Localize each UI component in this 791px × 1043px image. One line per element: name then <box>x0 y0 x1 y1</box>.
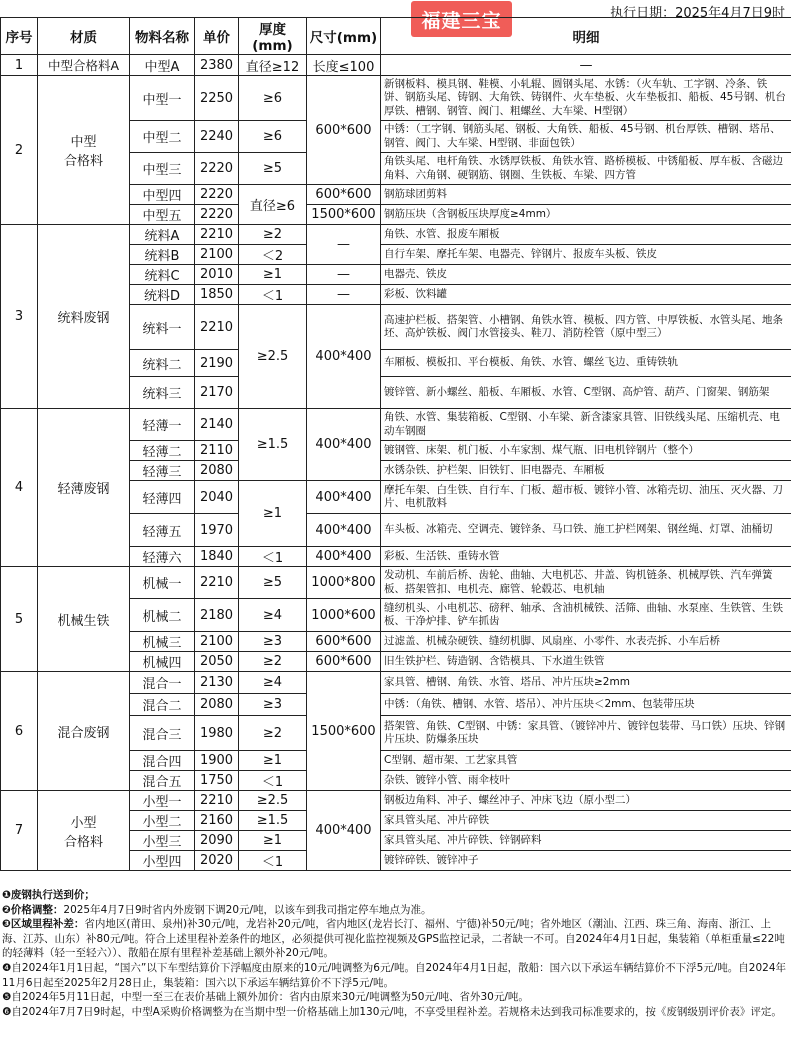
thickness-cell: ≥1 <box>239 265 307 285</box>
col-header-detail: 明细 <box>381 18 791 55</box>
note-2 <box>2 903 788 918</box>
name-cell: 机械一 <box>130 567 195 599</box>
detail-cell: 过滤盖、机械杂硬铁、缝纫机脚、风扇座、小零件、水表壳拆、小车后桥 <box>381 632 791 652</box>
name-cell: 统料D <box>130 285 195 305</box>
detail-cell: 中锈：（角铁、槽钢、水管、塔吊）、冲片压块＜2mm、包装带压块 <box>381 694 791 716</box>
price-cell: 2380 <box>195 55 239 76</box>
size-cell: 600*600 <box>307 652 381 672</box>
price-cell: 2210 <box>195 791 239 811</box>
price-cell: 1750 <box>195 771 239 791</box>
col-header-thickness: 厚度(mm) <box>239 18 307 55</box>
price-cell: 1850 <box>195 285 239 305</box>
size-cell: — <box>307 265 381 285</box>
name-cell: 轻薄五 <box>130 514 195 547</box>
price-cell: 2220 <box>195 185 239 205</box>
detail-cell: 家具管、槽钢、角铁、水管、塔吊、冲片压块≥2mm <box>381 672 791 694</box>
name-cell: 混合五 <box>130 771 195 791</box>
detail-cell: 角铁、水管、报废车厢板 <box>381 225 791 245</box>
seq-cell: 3 <box>1 225 38 409</box>
name-cell: 机械四 <box>130 652 195 672</box>
price-cell: 2210 <box>195 567 239 599</box>
thickness-cell: ＜1 <box>239 851 307 871</box>
price-cell: 1900 <box>195 751 239 771</box>
seq-cell: 4 <box>1 409 38 567</box>
detail-cell: 钢筋球团剪料 <box>381 185 791 205</box>
thickness-cell: ≥1 <box>239 481 307 547</box>
thickness-cell: ＜1 <box>239 547 307 567</box>
note-1-label: ❶废钢执行送到价； <box>2 889 95 901</box>
detail-cell: 搭架管、角铁、C型钢、中锈：家具管、（镀锌冲片、镀锌包装带、马口铁）压块、锌钢片压块、防爆条压块 <box>381 716 791 751</box>
size-cell: 1500*600 <box>307 672 381 791</box>
thickness-cell: ＜2 <box>239 245 307 265</box>
price-cell: 2250 <box>195 76 239 121</box>
size-cell: 1000*600 <box>307 599 381 632</box>
price-cell: 2040 <box>195 481 239 514</box>
name-cell: 轻薄二 <box>130 441 195 461</box>
price-cell: 2190 <box>195 350 239 377</box>
name-cell: 中型五 <box>130 205 195 225</box>
thickness-cell: ≥2 <box>239 652 307 672</box>
price-cell: 2080 <box>195 694 239 716</box>
seq-cell: 7 <box>1 791 38 871</box>
exec-date: 执行日期：2025年4月7日9时 <box>610 6 785 21</box>
thickness-cell: ≥2 <box>239 225 307 245</box>
material-cell: 机械生铁 <box>38 567 130 672</box>
name-cell: 统料一 <box>130 305 195 350</box>
note-1 <box>2 888 788 903</box>
price-cell: 2090 <box>195 831 239 851</box>
detail-cell: — <box>381 55 791 76</box>
notes-section <box>2 888 788 1019</box>
price-cell: 1980 <box>195 716 239 751</box>
table-row <box>1 409 791 441</box>
detail-cell: 钢板边角料、冲子、螺丝冲子、冲床飞边（原小型二） <box>381 791 791 811</box>
table-row <box>1 55 791 76</box>
name-cell: 机械二 <box>130 599 195 632</box>
seq-cell: 5 <box>1 567 38 672</box>
price-cell: 2240 <box>195 121 239 153</box>
name-cell: 轻薄一 <box>130 409 195 441</box>
detail-cell: 发动机、车前后桥、齿轮、曲轴、大电机芯、井盖、钩机链条、机械厚铁、汽车弹簧板、搭架管扣、电机壳、廊管、轮毂芯、电机轴 <box>381 567 791 599</box>
detail-cell: 自行车架、摩托车架、电器壳、锌钢片、报废车头板、铁皮 <box>381 245 791 265</box>
thickness-cell: ≥1.5 <box>239 811 307 831</box>
note-3-text: 省内地区(莆田、泉州)补30元/吨，龙岩补20元/吨，省内地区(龙岩长汀、福州、宁德)补50元/吨；省外地区（潮汕、江西、珠三角、海南、浙江、上海、江苏、山东）补80元/吨。符合上述里程补差条件的地区，必须提供可视化监控视频及GPS监控记录，二者缺一不可。自2024年4月1日起，集装箱（单柜重量≤22吨的轻薄料（轻一至轻六））、散船在原有里程补差基础上额外补20元/吨。 <box>2 918 785 960</box>
table-row <box>1 76 791 121</box>
price-cell: 2100 <box>195 245 239 265</box>
price-cell: 2110 <box>195 441 239 461</box>
name-cell: 中型一 <box>130 76 195 121</box>
note-6: ❻自2024年7月7日9时起，中型A采购价格调整为在当期中型一价格基础上加130元/吨，不享受里程补差。若规格未达到我司标准要求的，按《废钢级别评价表》评定。 <box>2 1005 782 1018</box>
detail-cell: 电器壳、铁皮 <box>381 265 791 285</box>
detail-cell: 彩板、生活铁、重铸水管 <box>381 547 791 567</box>
name-cell: 机械三 <box>130 632 195 652</box>
size-cell: 400*400 <box>307 481 381 514</box>
detail-cell: 角铁、水管、集装箱板、C型钢、小车梁、新含漆家具管、旧铁线头尾、压缩机壳、电动车钢圈 <box>381 409 791 441</box>
name-cell: 小型二 <box>130 811 195 831</box>
size-cell: 600*600 <box>307 632 381 652</box>
detail-cell: 镀锌管、新小螺丝、船板、车厢板、水管、C型钢、高炉管、葫芦、门窗架、钢筋架 <box>381 377 791 409</box>
price-cell: 2140 <box>195 409 239 441</box>
note-4: ❹自2024年1月1日起，“国六”以下车型结算价下浮幅度由原来的10元/吨调整为6元/吨。自2024年4月1日起，散船：国六以下承运车辆结算价不下浮5元/吨。自2024年11月6日起至2025年2月28日止，集装箱：国六以下承运车辆结算价不下浮5元/吨。 <box>2 961 787 989</box>
price-cell: 2220 <box>195 153 239 185</box>
material-cell: 中型 合格料 <box>38 76 130 225</box>
thickness-cell: ≥4 <box>239 599 307 632</box>
price-table <box>0 17 791 871</box>
note-2-label: ❷价格调整： <box>2 903 64 916</box>
price-cell: 2080 <box>195 461 239 481</box>
price-cell: 2210 <box>195 305 239 350</box>
thickness-cell: ≥1 <box>239 831 307 851</box>
material-cell: 混合废钢 <box>38 672 130 791</box>
detail-cell: 车厢板、模板扣、平台模板、角铁、水管、螺丝飞边、重铸铁轨 <box>381 350 791 377</box>
thickness-cell: ≥6 <box>239 121 307 153</box>
detail-cell: 摩托车架、白生铁、自行车、门板、超市板、镀锌小管、冰箱壳切、油压、灭火器、刀片、电机散料 <box>381 481 791 514</box>
table-row <box>1 567 791 599</box>
size-cell: 400*400 <box>307 547 381 567</box>
col-header-price: 单价 <box>195 18 239 55</box>
note-2-text: 2025年4月7日9时省内外废钢下调20元/吨，以该车到我司指定停车地点为准。 <box>63 903 432 916</box>
size-cell: 400*400 <box>307 409 381 481</box>
thickness-cell: ≥2 <box>239 716 307 751</box>
table-row <box>1 672 791 694</box>
detail-cell: C型钢、超市架、工艺家具管 <box>381 751 791 771</box>
size-cell: 1000*800 <box>307 567 381 599</box>
note-3 <box>2 917 788 961</box>
price-cell: 1970 <box>195 514 239 547</box>
size-cell: 400*400 <box>307 514 381 547</box>
detail-cell: 缝纫机头、小电机芯、磅秤、轴承、含油机械铁、活筛、曲轴、水泵座、生铁管、生铁板、干净炉排、铲车抓齿 <box>381 599 791 632</box>
name-cell: 小型四 <box>130 851 195 871</box>
detail-cell: 新钢板料、模具钢、鞋模、小轧辊、圆钢头尾、水锈：（火车轨、工字钢、冷条、铁饼、钢筋头尾、铸钢、大角铁、铸钢件、火车垫板、火车垫板扣、船板、45号钢、机台厚铁、槽钢、钢管、阀门、粗螺丝、大车梁、H型钢） <box>381 76 791 121</box>
seq-cell: 6 <box>1 672 38 791</box>
detail-cell: 旧生铁护栏、铸造钢、含锆模具、下水道生铁管 <box>381 652 791 672</box>
name-cell: 统料二 <box>130 350 195 377</box>
size-cell: 1500*600 <box>307 205 381 225</box>
header-row <box>1 18 791 55</box>
name-cell: 轻薄四 <box>130 481 195 514</box>
col-header-material: 材质 <box>38 18 130 55</box>
name-cell: 混合一 <box>130 672 195 694</box>
name-cell: 轻薄三 <box>130 461 195 481</box>
price-cell: 2220 <box>195 205 239 225</box>
note-3-label: ❸区域里程补差： <box>2 918 85 931</box>
name-cell: 轻薄六 <box>130 547 195 567</box>
thickness-cell: ≥2.5 <box>239 791 307 811</box>
thickness-cell: ＜1 <box>239 771 307 791</box>
price-cell: 2180 <box>195 599 239 632</box>
material-cell: 小型 合格料 <box>38 791 130 871</box>
size-cell: 400*400 <box>307 305 381 409</box>
thickness-cell: ≥4 <box>239 672 307 694</box>
thickness-cell: ≥3 <box>239 694 307 716</box>
name-cell: 混合二 <box>130 694 195 716</box>
price-cell: 2160 <box>195 811 239 831</box>
size-cell: 600*600 <box>307 76 381 185</box>
thickness-cell: ≥5 <box>239 153 307 185</box>
detail-cell: 镀钢管、床架、机门板、小车家割、煤气瓶、旧电机锌钢片（整个） <box>381 441 791 461</box>
size-cell: 400*400 <box>307 791 381 871</box>
detail-cell: 高速护栏板、搭架管、小槽钢、角铁水管、模板、四方管、中厚铁板、水管头尾、地条坯、高炉铁板、阀门水管接头、鞋刀、消防栓管（原中型三） <box>381 305 791 350</box>
detail-cell: 家具管头尾、冲片碎铁 <box>381 811 791 831</box>
name-cell: 小型三 <box>130 831 195 851</box>
detail-cell: 镀锌碎铁、镀锌冲子 <box>381 851 791 871</box>
detail-cell: 杂铁、镀锌小管、雨伞枝叶 <box>381 771 791 791</box>
price-cell: 2130 <box>195 672 239 694</box>
thickness-cell: ≥2.5 <box>239 305 307 409</box>
size-cell: — <box>307 285 381 305</box>
price-cell: 2020 <box>195 851 239 871</box>
table-row <box>1 225 791 245</box>
name-cell: 统料三 <box>130 377 195 409</box>
name-cell: 小型一 <box>130 791 195 811</box>
price-cell: 2210 <box>195 225 239 245</box>
material-cell: 中型合格料A <box>38 55 130 76</box>
seq-cell: 1 <box>1 55 38 76</box>
price-cell: 2050 <box>195 652 239 672</box>
thickness-cell: ≥1 <box>239 751 307 771</box>
thickness-cell: 直径≥12 <box>239 55 307 76</box>
brand-badge: 福建三宝 <box>411 1 512 37</box>
seq-cell: 2 <box>1 76 38 225</box>
thickness-cell: ≥1.5 <box>239 409 307 481</box>
thickness-cell: ≥5 <box>239 567 307 599</box>
name-cell: 统料B <box>130 245 195 265</box>
name-cell: 中型三 <box>130 153 195 185</box>
price-cell: 2170 <box>195 377 239 409</box>
price-cell: 1840 <box>195 547 239 567</box>
thickness-cell: ≥3 <box>239 632 307 652</box>
material-cell: 统料废钢 <box>38 225 130 409</box>
detail-cell: 钢筋压块（含钢板压块厚度≥4mm） <box>381 205 791 225</box>
name-cell: 中型四 <box>130 185 195 205</box>
detail-cell: 中锈：（工字钢、钢筋头尾、钢板、大角铁、船板、45号钢、机台厚铁、槽钢、塔吊、钢管、阀门、大车梁、H型钢、非面包铁） <box>381 121 791 153</box>
price-cell: 2010 <box>195 265 239 285</box>
detail-cell: 车头板、冰箱壳、空调壳、镀锌条、马口铁、施工护栏网架、钢丝绳、灯罩、油桶切 <box>381 514 791 547</box>
thickness-cell: ＜1 <box>239 285 307 305</box>
col-header-name: 物料名称 <box>130 18 195 55</box>
name-cell: 统料C <box>130 265 195 285</box>
thickness-cell: 直径≥6 <box>239 185 307 225</box>
name-cell: 统料A <box>130 225 195 245</box>
detail-cell: 家具管头尾、冲片碎铁、锌钢碎料 <box>381 831 791 851</box>
detail-cell: 角铁头尾、电杆角铁、水锈厚铁板、角铁水管、路桥模板、中锈船板、厚车板、含磁边角料、六角钢、硬钢筋、钢圈、生铁板、车梁、四方管 <box>381 153 791 185</box>
table-row <box>1 791 791 811</box>
size-cell: — <box>307 225 381 265</box>
col-header-seq: 序号 <box>1 18 38 55</box>
size-cell: 长度≤100 <box>307 55 381 76</box>
detail-cell: 水锈杂铁、护栏架、旧铁钉、旧电器壳、车厢板 <box>381 461 791 481</box>
name-cell: 混合三 <box>130 716 195 751</box>
note-5: ❺自2024年5月11日起，中型一至三在表价基础上额外加价：省内由原来30元/吨调整为50元/吨、省外30元/吨。 <box>2 991 529 1004</box>
name-cell: 中型二 <box>130 121 195 153</box>
col-header-size: 尺寸(mm) <box>307 18 381 55</box>
price-cell: 2100 <box>195 632 239 652</box>
detail-cell: 彩板、饮料罐 <box>381 285 791 305</box>
material-cell: 轻薄废钢 <box>38 409 130 567</box>
thickness-cell: ≥6 <box>239 76 307 121</box>
size-cell: 600*600 <box>307 185 381 205</box>
name-cell: 混合四 <box>130 751 195 771</box>
name-cell: 中型A <box>130 55 195 76</box>
